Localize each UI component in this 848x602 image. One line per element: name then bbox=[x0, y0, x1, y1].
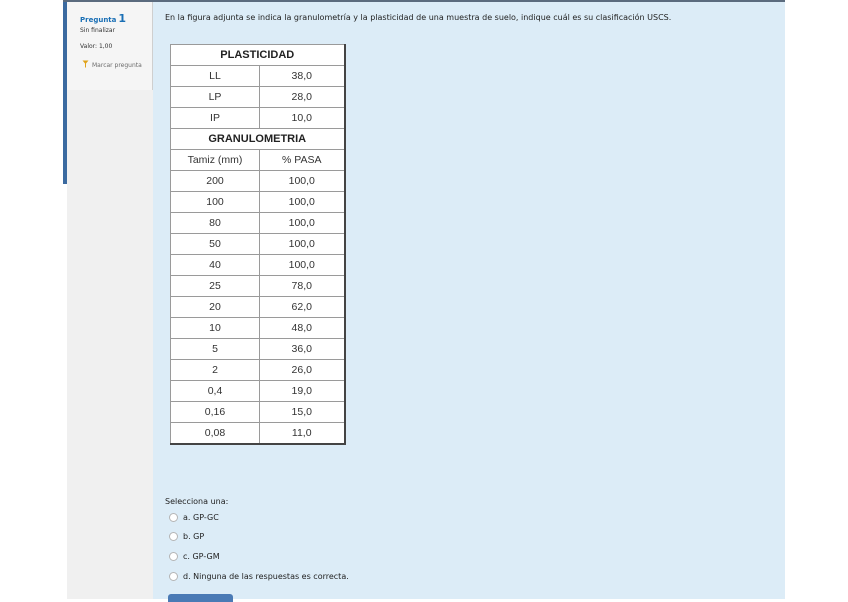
table-row bbox=[171, 171, 345, 192]
table-row bbox=[171, 192, 345, 213]
answer-option-b[interactable] bbox=[169, 532, 204, 541]
radio-button[interactable] bbox=[169, 513, 178, 522]
percent-passing: 15,0 bbox=[260, 402, 345, 423]
plasticity-param: LL bbox=[171, 66, 260, 87]
percent-passing: 78,0 bbox=[260, 276, 345, 297]
sieve-size: 2 bbox=[171, 360, 260, 381]
table-row bbox=[171, 318, 345, 339]
table-row bbox=[171, 381, 345, 402]
sieve-size: 0,4 bbox=[171, 381, 260, 402]
table-row bbox=[171, 108, 345, 129]
percent-passing: 100,0 bbox=[260, 255, 345, 276]
percent-passing: 62,0 bbox=[260, 297, 345, 318]
question-state: Sin finalizar bbox=[80, 27, 116, 34]
plasticity-title: PLASTICIDAD bbox=[171, 45, 345, 66]
table-row bbox=[171, 66, 345, 87]
sieve-size: 200 bbox=[171, 171, 260, 192]
percent-passing: 100,0 bbox=[260, 234, 345, 255]
question-grade: Valor: 1,00 bbox=[80, 43, 113, 50]
table-row bbox=[171, 213, 345, 234]
answer-option-label: d. Ninguna de las respuestas es correcta. bbox=[183, 572, 349, 581]
table-row bbox=[171, 339, 345, 360]
sieve-size: 50 bbox=[171, 234, 260, 255]
table-row bbox=[171, 276, 345, 297]
table-row bbox=[171, 255, 345, 276]
percent-passing: 26,0 bbox=[260, 360, 345, 381]
granulometry-header-row bbox=[171, 129, 345, 150]
check-button[interactable] bbox=[168, 594, 233, 602]
answer-option-label: a. GP-GC bbox=[183, 513, 219, 522]
percent-passing: 36,0 bbox=[260, 339, 345, 360]
percent-passing: 11,0 bbox=[260, 423, 345, 444]
plasticity-param: IP bbox=[171, 108, 260, 129]
answer-option-label: c. GP-GM bbox=[183, 552, 220, 561]
sieve-size: 0,16 bbox=[171, 402, 260, 423]
radio-button[interactable] bbox=[169, 572, 178, 581]
plasticity-header-row bbox=[171, 45, 345, 66]
granulometry-title: GRANULOMETRIA bbox=[171, 129, 345, 150]
table-row bbox=[171, 402, 345, 423]
plasticity-value: 38,0 bbox=[260, 66, 345, 87]
answer-option-a[interactable] bbox=[169, 513, 219, 522]
sieve-size: 25 bbox=[171, 276, 260, 297]
answer-prompt: Selecciona una: bbox=[165, 497, 229, 506]
question-text: En la figura adjunta se indica la granulometría y la plasticidad de una muestra de suelo, indique cuál es su clasificación USCS. bbox=[165, 13, 672, 22]
plasticity-value: 28,0 bbox=[260, 87, 345, 108]
sieve-size: 0,08 bbox=[171, 423, 260, 444]
radio-button[interactable] bbox=[169, 552, 178, 561]
table-row bbox=[171, 87, 345, 108]
percent-passing: 100,0 bbox=[260, 171, 345, 192]
flag-label: Marcar pregunta bbox=[92, 62, 142, 69]
sieve-size: 5 bbox=[171, 339, 260, 360]
sieve-size: 10 bbox=[171, 318, 260, 339]
table-row bbox=[171, 297, 345, 318]
answer-option-c[interactable] bbox=[169, 552, 220, 561]
flag-icon bbox=[82, 60, 89, 68]
percent-passing: 100,0 bbox=[260, 192, 345, 213]
question-info-panel bbox=[67, 2, 153, 91]
percent-passing: 19,0 bbox=[260, 381, 345, 402]
table-row bbox=[171, 234, 345, 255]
question-label-text: Pregunta bbox=[80, 16, 117, 24]
soil-data-table bbox=[170, 44, 346, 445]
granulometry-column-header-row bbox=[171, 150, 345, 171]
table-row bbox=[171, 360, 345, 381]
percent-passing: 48,0 bbox=[260, 318, 345, 339]
sieve-size: 80 bbox=[171, 213, 260, 234]
plasticity-param: LP bbox=[171, 87, 260, 108]
radio-button[interactable] bbox=[169, 532, 178, 541]
column-header-pass: % PASA bbox=[260, 150, 345, 171]
plasticity-value: 10,0 bbox=[260, 108, 345, 129]
answer-option-d[interactable] bbox=[169, 572, 349, 581]
sieve-size: 20 bbox=[171, 297, 260, 318]
sieve-size: 100 bbox=[171, 192, 260, 213]
question-number: 1 bbox=[118, 12, 127, 25]
info-column-background bbox=[67, 90, 153, 599]
question-label bbox=[80, 12, 126, 25]
question-content bbox=[153, 2, 785, 599]
table-row bbox=[171, 423, 345, 444]
answer-option-label: b. GP bbox=[183, 532, 205, 541]
column-header-sieve: Tamiz (mm) bbox=[171, 150, 260, 171]
flag-question-link[interactable] bbox=[80, 59, 150, 70]
sieve-size: 40 bbox=[171, 255, 260, 276]
percent-passing: 100,0 bbox=[260, 213, 345, 234]
